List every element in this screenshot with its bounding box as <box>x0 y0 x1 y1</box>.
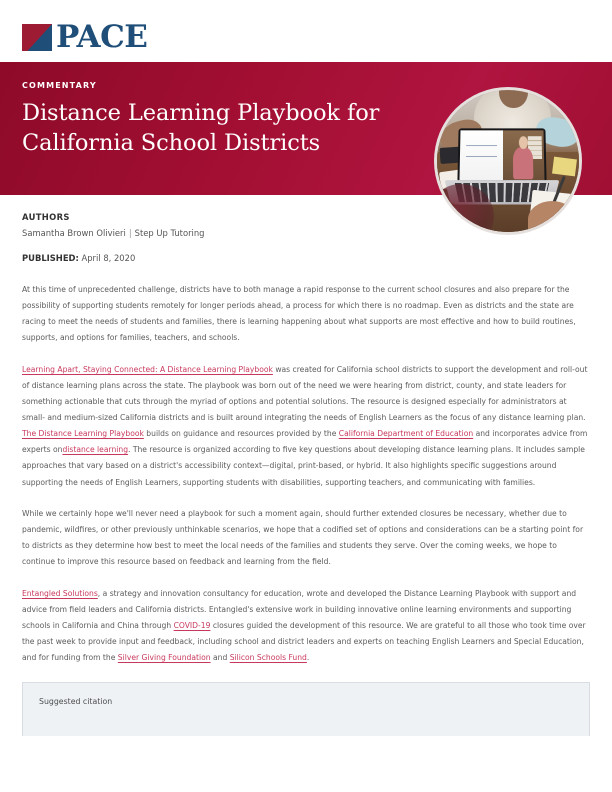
paragraph-4 <box>22 586 590 666</box>
link-distance-learning[interactable]: distance learning <box>62 445 129 455</box>
author-name[interactable]: Samantha Brown Olivieri <box>22 228 126 238</box>
pace-logo-mark-icon <box>22 24 52 51</box>
suggested-citation-title: Suggested citation <box>39 696 113 706</box>
photo-laptop-screen <box>458 129 547 183</box>
page-title-line-2: California School Districts <box>22 129 321 156</box>
author-separator: | <box>128 228 132 238</box>
photo-whiteboard-tile <box>460 131 504 181</box>
published-label: PUBLISHED: <box>22 253 79 263</box>
photo-sticky-note <box>553 157 578 177</box>
paragraph-1: At this time of unprecedented challenge, districts have to both manage a rapid response to the current school closures and also prepare for the possibility of supporting students remotely for longer periods ahead, a process for which there is no roadmap. Even as districts and the state are racing to meet the needs of students and families, there is learning happening about what supports are most effective and how to build routines, supports, and options for families, teachers, and schools. <box>22 285 576 343</box>
paragraph-4-segment-2: closures guided the development of this resource. We are grateful to all those who took time over the past week to provide input and feedback, including school and district leaders and experts on teaching English Learners and Special Education, and for funding from the <box>22 621 586 663</box>
link-entangled-solutions[interactable]: Entangled Solutions <box>22 589 98 598</box>
article-content <box>0 195 612 736</box>
pace-logo[interactable] <box>22 19 148 55</box>
link-covid-19[interactable]: COVID-19 <box>173 621 211 631</box>
site-header <box>0 0 612 62</box>
published-date: April 8, 2020 <box>81 253 136 263</box>
pace-logo-wordmark: PACE <box>56 19 148 55</box>
link-distance-learning-playbook[interactable]: The Distance Learning Playbook <box>22 429 144 439</box>
paragraph-2 <box>22 362 590 491</box>
paragraph-2-segment-1: was created for California school districts to support the development and roll-out of distance learning plans across the state. The playbook was born out of the need we were hearing from district, county, and state leaders for something actionable that cuts through the myriad of options and potential solutions. The resource is designed especially for administrators at small- and medium-sized California districts and is built around integrating the needs of English Learners as the focus of any distance learning plan. <box>22 364 588 423</box>
link-learning-apart-playbook[interactable]: Learning Apart, Staying Connected: A Distance Learning Playbook <box>22 364 273 374</box>
link-silver-giving-foundation[interactable]: Silver Giving Foundation <box>117 653 211 663</box>
paragraph-2-segment-3: and incorporates advice from experts on <box>22 429 588 455</box>
author-organization[interactable]: Step Up Tutoring <box>134 228 205 238</box>
suggested-citation-box <box>22 682 590 736</box>
paragraph-3: While we certainly hope we'll never need a playbook for such a moment again, should further extended closures be necessary, whether due to pandemic, wildfires, or other previously unthinkable scenarios, we hope that a codified set of options and considerations can be a starting point for to districts as they determine how best to meet the local needs of the families and students they serve. Over the coming weeks, we hope to continue to improve this resource based on feedback and learning from the field. <box>22 509 584 567</box>
hero-banner <box>0 62 612 195</box>
hero-photo <box>434 87 582 235</box>
authors-label: AUTHORS <box>22 212 70 222</box>
photo-video-call <box>460 131 545 181</box>
article-type-eyebrow: COMMENTARY <box>22 81 97 90</box>
link-california-department-of-education[interactable]: California Department of Education <box>338 429 474 439</box>
page-title <box>22 99 422 158</box>
photo-hand <box>528 201 576 235</box>
photo-teacher-tile <box>503 131 545 181</box>
photo-teacher <box>513 147 534 179</box>
paragraph-2-segment-4: . The resource is organized according to five key questions about developing distance learning plans. It includes sample approaches that vary based on a district's accessibility context—digital, print-based, or hybrid. It also highlights specific suggestions around supporting the needs of English Learners, supporting students with disabilities, supporting teachers, and communicating with families. <box>22 445 585 487</box>
paragraph-4-segment-1: , a strategy and innovation consultancy for education, wrote and developed the Distance Learning Playbook with support and advice from field leaders and California districts. Entangled's extensive work in building innovative online learning environments and supporting schools in California and China through <box>22 589 577 631</box>
page-title-line-1: Distance Learning Playbook for <box>22 100 380 126</box>
paragraph-4-segment-4: . <box>306 653 310 663</box>
paragraph-2-segment-2: builds on guidance and resources provided by the <box>143 429 339 439</box>
paragraph-4-segment-3: and <box>210 653 230 663</box>
link-silicon-schools-fund[interactable]: Silicon Schools Fund <box>229 653 307 663</box>
published-line <box>22 253 590 263</box>
